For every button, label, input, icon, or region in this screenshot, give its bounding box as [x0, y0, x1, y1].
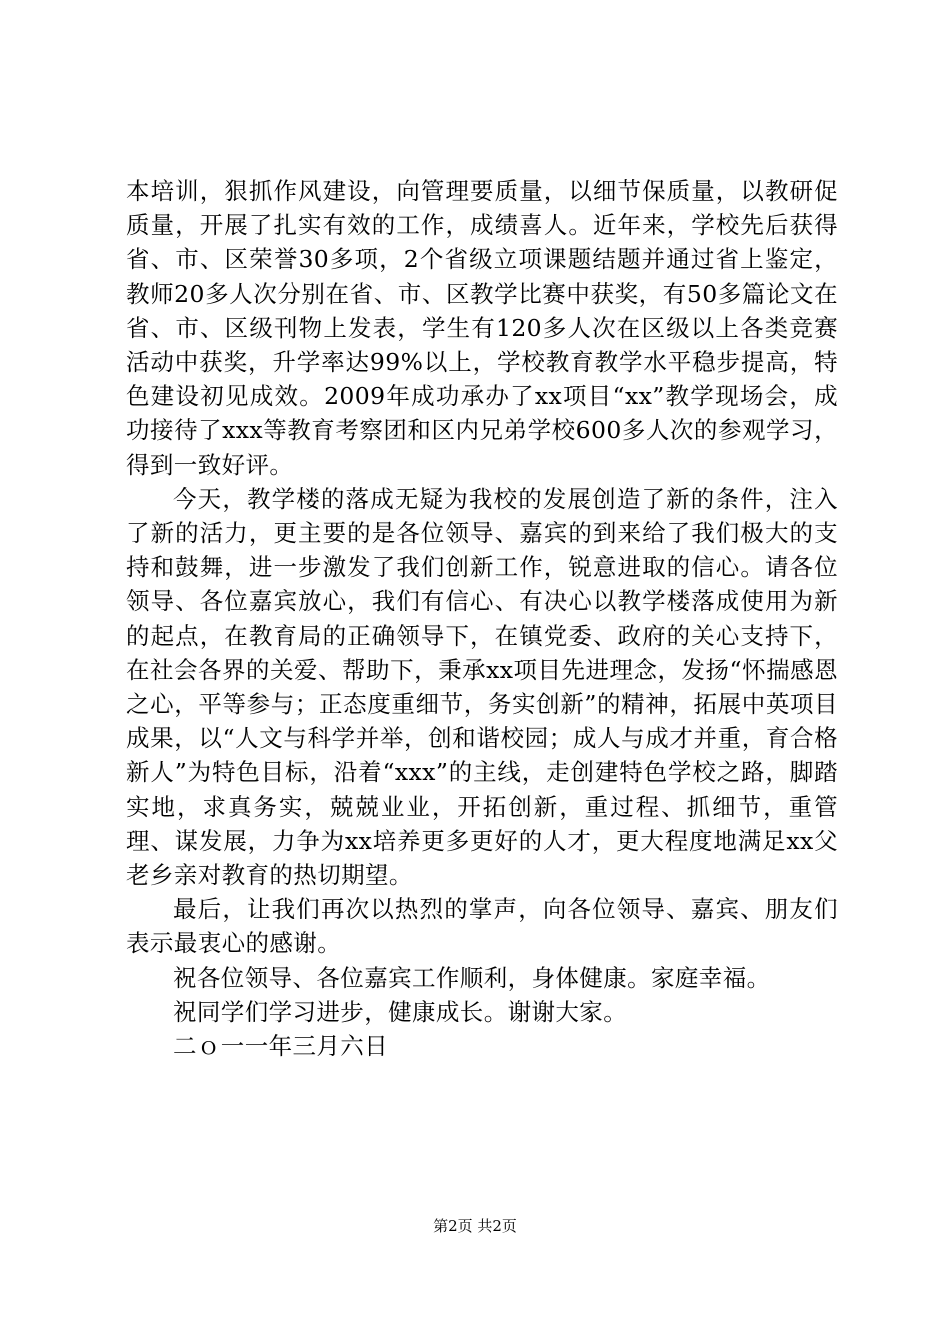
paragraph-wish-guests: 祝各位领导、各位嘉宾工作顺利，身体健康。家庭幸福。: [173, 963, 771, 992]
paragraph-thanks: 最后，让我们再次以热烈的掌声，向各位领导、嘉宾、朋友们表示最衷心的感谢。: [126, 895, 838, 958]
page-number-footer: 第2页 共2页: [433, 1217, 517, 1235]
document-body: [126, 174, 838, 1063]
paragraph-achievements: 本培训，狠抓作风建设，向管理要质量，以细节保质量，以教研促质量，开展了扎实有效的工作，成绩喜人。近年来，学校先后获得省、市、区荣誉30多项，2个省级立项课题结题并通过省上鉴定，教师20多人次分别在省、市、区教学比赛中获奖，有50多篇论文在省、市、区级刊物上发表，学生有120多人次在区级以上各类竞赛活动中获奖，升学率达99%以上，学校教育教学水平稳步提高，特色建设初见成效。2009年成功承办了xx项目“xx”教学现场会，成功接待了xxx等教育考察团和区内兄弟学校600多人次的参观学习，得到一致好评。: [126, 177, 838, 479]
document-date: 二ｏ一一年三月六日: [173, 1032, 389, 1061]
paragraph-wish-students: 祝同学们学习进步，健康成长。谢谢大家。: [173, 997, 628, 1026]
paragraph-today: 今天，教学楼的落成无疑为我校的发展创造了新的条件，注入了新的活力，更主要的是各位领导、嘉宾的到来给了我们极大的支持和鼓舞，进一步激发了我们创新工作，锐意进取的信心。请各位领导、各位嘉宾放心，我们有信心、有决心以教学楼落成使用为新的起点，在教育局的正确领导下，在镇党委、政府的关心支持下，在社会各界的关爱、帮助下，秉承xx项目先进理念，发扬“怀揣感恩之心，平等参与；正态度重细节，务实创新”的精神，拓展中英项目成果，以“人文与科学并举，创和谐校园；成人与成才并重，育合格新人”为特色目标，沿着“xxx”的主线，走创建特色学校之路，脚踏实地，求真务实，兢兢业业，开拓创新，重过程、抓细节，重管理、谋发展，力争为xx培养更多更好的人才，更大程度地满足xx父老乡亲对教育的热切期望。: [126, 484, 838, 890]
